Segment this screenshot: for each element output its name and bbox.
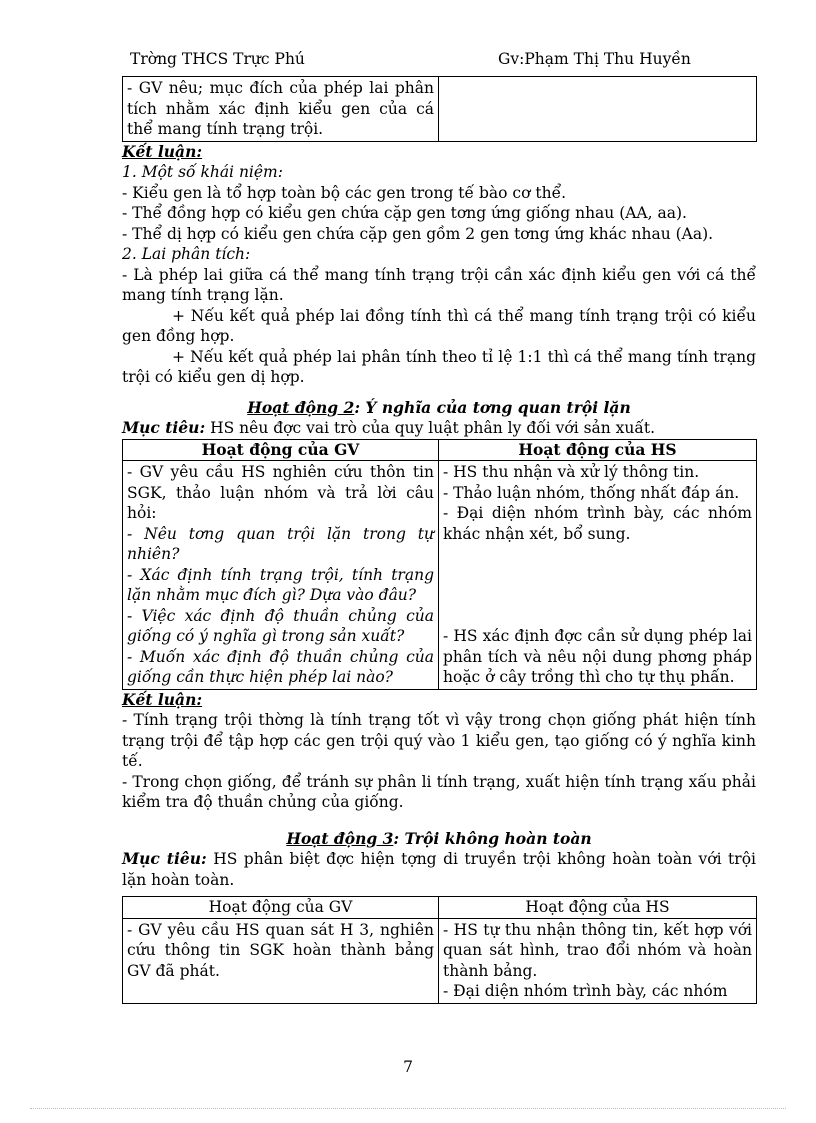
gv-question-3: - Việc xác định độ thuần chủng của giống có ý nghĩa gì trong sản xuất?	[127, 606, 434, 645]
hs-step-2: - Thảo luận nhóm, thống nhất đáp án.	[443, 483, 740, 502]
hs-spacer	[443, 544, 752, 626]
concept-homozygous: - Thể đồng hợp có kiểu gen chứa cặp gen tơng ứng giống nhau (AA, aa).	[122, 204, 687, 222]
table-row	[123, 77, 757, 142]
test-cross-result-1: + Nếu kết quả phép lai đồng tính thì cá thể mang tính trạng trội có kiểu gen đồng hợp.	[122, 306, 756, 345]
column-header-hs: Hoạt động của HS	[439, 439, 757, 461]
table-header-row	[123, 439, 757, 461]
activity-2-heading: : Ý nghĩa của tơng quan trội lặn	[354, 397, 631, 417]
hs-step-1: - HS thu nhận và xử lý thông tin.	[443, 463, 700, 481]
page-number: 7	[403, 1058, 413, 1076]
gv-instruction: - GV yêu cầu HS nghiên cứu thôn tin SGK, thảo luận nhóm và trả lời câu hỏi:	[127, 463, 434, 522]
gv-question-2: - Xác định tính trạng trội, tính trạng lặn nhằm mục đích gì? Dựa vào đâu?	[127, 565, 434, 604]
hs-cell	[439, 918, 757, 1003]
goal-text: HS phân biệt đợc hiện tợng di truyền trội không hoàn toàn với trội lặn hoàn toàn.	[122, 850, 756, 889]
teacher-name: Gv:Phạm Thị Thu Huyền	[498, 50, 691, 68]
activity-3-heading: : Trội không hoàn toàn	[393, 828, 592, 848]
activity-3-label: Hoạt động 3	[286, 828, 394, 848]
page-divider	[30, 1108, 786, 1109]
page-content	[122, 76, 756, 1004]
gv-cell	[123, 461, 439, 690]
activity-2-label: Hoạt động 2	[247, 397, 355, 417]
hs-cell	[439, 461, 757, 690]
gv-question-4: - Muốn xác định độ thuần chủng của giống cần thực hiện phép lai nào?	[127, 647, 434, 686]
goal-label: Mục tiêu:	[122, 849, 207, 868]
hs-step-3: - Đại diện nhóm trình bày, các nhóm khác nhận xét, bổ sung.	[443, 504, 752, 543]
table-row	[123, 918, 757, 1003]
test-cross-heading: 2. Lai phân tích:	[122, 245, 251, 263]
school-name: Trờng THCS Trực Phú	[130, 50, 305, 68]
conclusion-section-2	[122, 690, 756, 813]
test-cross-definition: - Là phép lai giữa cá thể mang tính trạng trội cần xác định kiểu gen với cá thể mang tính trạng lặn.	[122, 265, 756, 304]
conclusion-label: Kết luận:	[122, 689, 203, 709]
activity-2-title	[122, 398, 756, 419]
page-header	[130, 50, 730, 70]
goal-label: Mục tiêu:	[122, 418, 206, 437]
hs-step-4: - HS xác định đợc cần sử dụng phép lai phân tích và nêu nội dung phơng pháp hoặc ở cây trồng thì cho tự thụ phấn.	[443, 627, 752, 686]
gv-cell: - GV nêu; mục đích của phép lai phân tích nhằm xác định kiểu gen của cá thể mang tính trạng trội.	[123, 77, 439, 142]
concept-genotype: - Kiểu gen là tổ hợp toàn bộ các gen trong tế bào cơ thể.	[122, 183, 567, 202]
activity-3-table	[122, 896, 757, 1004]
hs-cell	[439, 77, 757, 142]
conclusion-2-point-2: - Trong chọn giống, để tránh sự phân li tính trạng, xuất hiện tính trạng xấu phải kiểm tra độ thuần chủng của giống.	[122, 772, 756, 811]
concept-heterozygous: - Thể dị hợp có kiểu gen chứa cặp gen gồm 2 gen tơng ứng khác nhau (Aa).	[122, 224, 714, 243]
continued-activity-table	[122, 76, 757, 142]
activity-3-goal	[122, 849, 756, 890]
table-row	[123, 461, 757, 690]
column-header-gv: Hoạt động của GV	[123, 439, 439, 461]
activity-3-title	[122, 829, 756, 850]
gv-cell: - GV yêu cầu HS quan sát H 3, nghiên cứu thông tin SGK hoàn thành bảng GV đã phát.	[123, 918, 439, 1003]
hs-step-2: - Đại diện nhóm trình bày, các nhóm	[443, 982, 728, 1000]
conclusion-label: Kết luận:	[122, 141, 203, 161]
activity-2-goal	[122, 418, 756, 439]
goal-text: HS nêu đợc vai trò của quy luật phân ly đối với sản xuất.	[205, 419, 656, 437]
table-header-row	[123, 897, 757, 919]
conclusion-2-point-1: - Tính trạng trội thờng là tính trạng tốt vì vậy trong chọn giống phát hiện tính trạng trội để tập hợp các gen trội quý vào 1 kiểu gen, tạo giống có ý nghĩa kinh tế.	[122, 711, 756, 770]
test-cross-result-2: + Nếu kết quả phép lai phân tính theo tỉ lệ 1:1 thì cá thể mang tính trạng trội có kiểu gen dị hợp.	[122, 347, 756, 386]
activity-2-table	[122, 439, 757, 690]
conclusion-section-1	[122, 142, 756, 388]
column-header-gv: Hoạt động của GV	[123, 897, 439, 919]
concepts-heading: 1. Một số khái niệm:	[122, 163, 283, 181]
hs-step-1: - HS tự thu nhận thông tin, kết hợp với quan sát hình, trao đổi nhóm và hoàn thành bảng.	[443, 920, 752, 980]
spacer	[122, 813, 756, 819]
gv-question-1: - Nêu tơng quan trội lặn trong tự nhiên?	[127, 524, 434, 563]
column-header-hs: Hoạt động của HS	[439, 897, 757, 919]
